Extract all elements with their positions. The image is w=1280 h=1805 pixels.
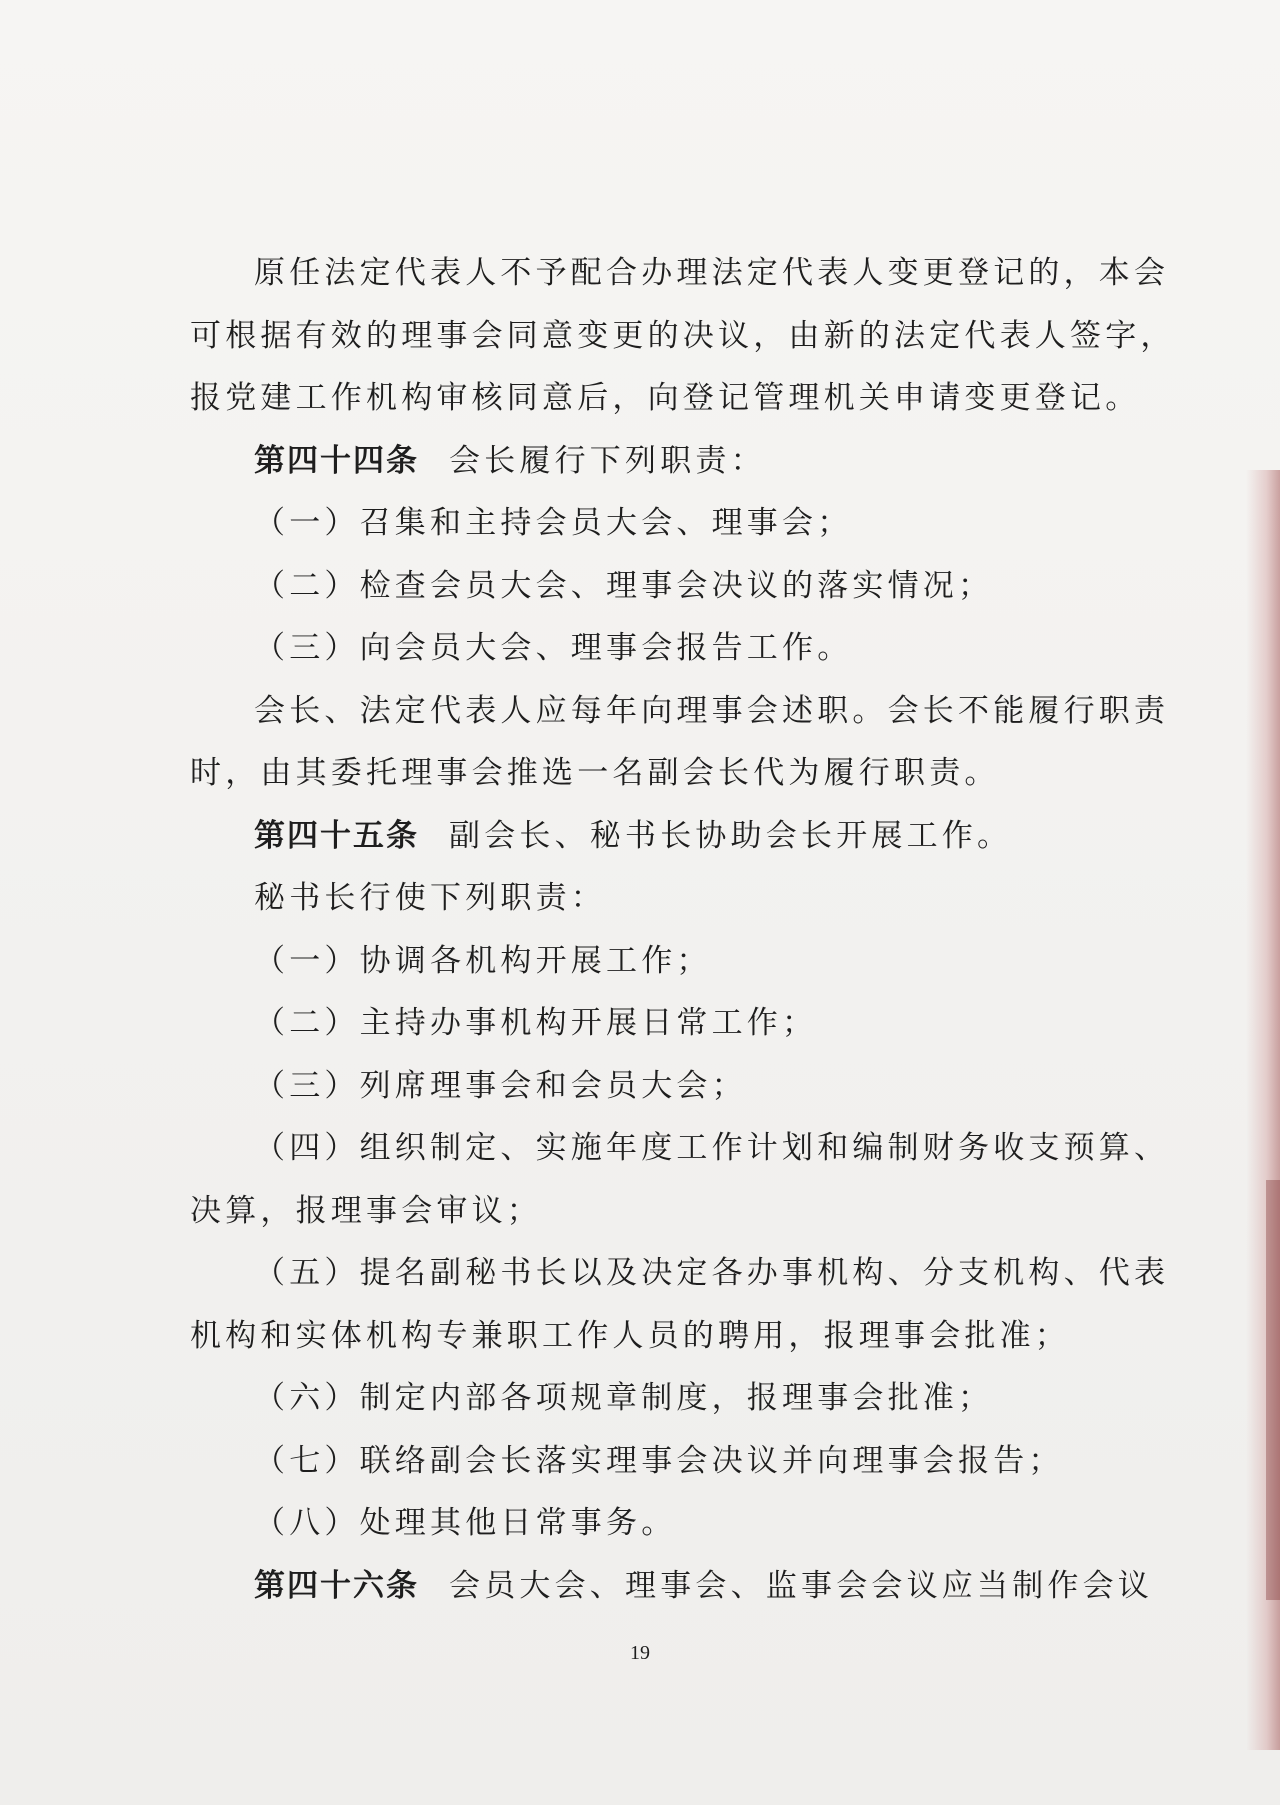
article-line (190, 430, 1130, 493)
text-line (190, 1367, 1130, 1430)
line-text: （三）向会员大会、理事会报告工作。 (254, 630, 853, 666)
text-line (190, 617, 1130, 680)
text-line (190, 1180, 1130, 1243)
line-text: 秘书长行使下列职责： (254, 880, 606, 916)
line-text: 会员大会、理事会、监事会会议应当制作会议 (449, 1567, 1153, 1604)
line-text: （三）列席理事会和会员大会； (254, 1067, 747, 1104)
line-text: （七）联络副会长落实理事会决议并向理事会报告； (254, 1442, 1064, 1479)
line-text: （五）提名副秘书长以及决定各办事机构、分支机构、代表 (254, 1255, 1170, 1291)
line-text: 会长、法定代表人应每年向理事会述职。会长不能履行职责 (254, 692, 1170, 729)
text-line (190, 1117, 1170, 1180)
line-text: （四）组织制定、实施年度工作计划和编制财务收支预算、 (254, 1130, 1170, 1166)
text-line (190, 492, 1130, 555)
line-text: （一）召集和主持会员大会、理事会； (254, 505, 853, 541)
text-line (190, 867, 1130, 930)
text-line (190, 742, 1130, 805)
text-line (190, 680, 1170, 743)
line-text: 可根据有效的理事会同意变更的决议，由新的法定代表人签字， (190, 317, 1176, 354)
line-text: 会长履行下列职责： (449, 442, 766, 479)
article-number: 第四十四条 (254, 442, 419, 479)
line-text: （一）协调各机构开展工作； (254, 942, 712, 979)
text-line (190, 992, 1130, 1055)
line-text: （二）检查会员大会、理事会决议的落实情况； (254, 567, 994, 604)
line-text: （八）处理其他日常事务。 (254, 1505, 677, 1541)
page-edge-binding (1266, 1180, 1280, 1600)
text-line (190, 1430, 1130, 1493)
line-text: 时，由其委托理事会推选一名副会长代为履行职责。 (190, 755, 1000, 791)
article-number: 第四十六条 (254, 1567, 419, 1604)
line-text: 副会长、秘书长协助会长开展工作。 (449, 817, 1013, 854)
article-line (190, 805, 1130, 868)
line-text: 报党建工作机构审核同意后，向登记管理机关申请变更登记。 (190, 380, 1141, 416)
body-text (190, 242, 1176, 1617)
page-number: 19 (630, 1642, 650, 1664)
text-line (190, 1305, 1130, 1368)
line-text: （六）制定内部各项规章制度，报理事会批准； (254, 1380, 994, 1416)
line-text: 决算，报理事会审议； (190, 1192, 542, 1229)
article-number: 第四十五条 (254, 817, 419, 854)
text-line (190, 1492, 1130, 1555)
line-text: 原任法定代表人不予配合办理法定代表人变更登记的，本会 (254, 255, 1170, 291)
text-line (190, 1242, 1170, 1305)
line-text: 机构和实体机构专兼职工作人员的聘用，报理事会批准； (190, 1317, 1070, 1354)
text-line (190, 1055, 1130, 1118)
text-line (190, 930, 1130, 993)
text-line (190, 242, 1170, 305)
text-line (190, 305, 1176, 368)
line-text: （二）主持办事机构开展日常工作； (254, 1005, 818, 1041)
article-line (190, 1555, 1153, 1618)
text-line (190, 555, 1130, 618)
text-line (190, 367, 1141, 430)
